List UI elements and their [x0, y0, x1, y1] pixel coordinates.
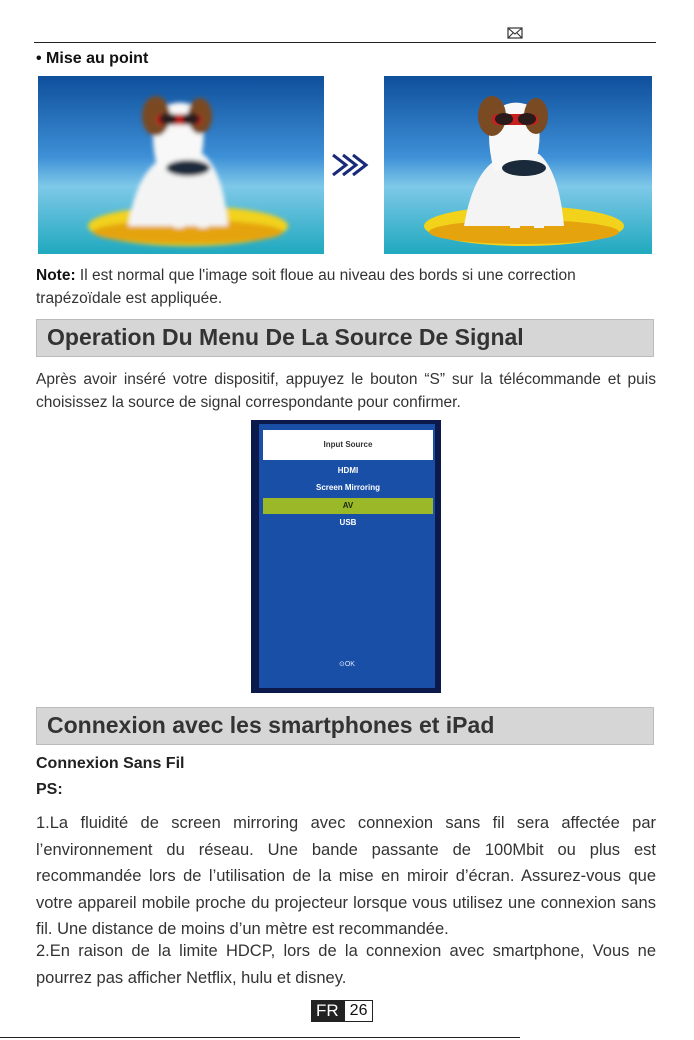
section-heading-signal-source	[36, 319, 654, 357]
page-number: 26	[344, 1000, 374, 1022]
menu-item-av[interactable]: AV	[263, 498, 433, 514]
envelope-icon	[507, 26, 523, 40]
page-number-badge	[311, 1000, 373, 1022]
note-text: Il est normal que l'image soit floue au niveau des bords si une correction trapézoïdale est appliquée.	[36, 267, 576, 307]
blurry-dog-image	[38, 76, 324, 254]
wireless-paragraph-2: 2.En raison de la limite HDCP, lors de la connexion avec smartphone, Vous ne pourrez pas afficher Netflix, hulu et disney.	[36, 942, 656, 987]
footer-rule	[0, 1037, 520, 1038]
menu-item-usb[interactable]: USB	[339, 518, 357, 527]
menu-ok-hint: ⊙OK	[339, 661, 355, 668]
signal-source-instructions: Après avoir inséré votre dispositif, appuyez le bouton “S” sur la télécommande et puis choisissez la source de signal correspondante pour confirmer.	[36, 371, 656, 411]
ps-label: PS:	[36, 781, 63, 798]
focus-title: • Mise au point	[36, 50, 149, 67]
header-rule	[34, 42, 656, 43]
input-source-menu	[251, 420, 441, 693]
note-label: Note:	[36, 267, 76, 284]
language-code: FR	[311, 1000, 344, 1022]
double-chevron-right-icon	[330, 152, 374, 178]
wireless-paragraph-1: 1.La fluidité de screen mirroring avec connexion sans fil sera affectée par l’environnement du réseau. Une bande passante de 100Mbit ou plus est recommandée lors de l’utilisation de la mise en miroir d’écran. Assurez-vous que votre appareil mobile proche du projecteur lorsque vous utilisez une connexion sans fil. Une distance de moins d’un mètre est recommandée.	[36, 814, 656, 938]
sharp-dog-image	[384, 76, 652, 254]
menu-panel	[259, 424, 435, 688]
section-title: Connexion avec les smartphones et iPad	[47, 712, 495, 738]
menu-header: Input Source	[263, 430, 433, 460]
focus-note	[36, 264, 658, 310]
section-title: Operation Du Menu De La Source De Signal	[47, 324, 524, 350]
menu-item-screen-mirroring[interactable]: Screen Mirroring	[315, 483, 380, 492]
wireless-subheading: Connexion Sans Fil	[36, 755, 185, 772]
section-heading-smartphones	[36, 707, 654, 745]
menu-item-hdmi[interactable]: HDMI	[337, 466, 359, 475]
